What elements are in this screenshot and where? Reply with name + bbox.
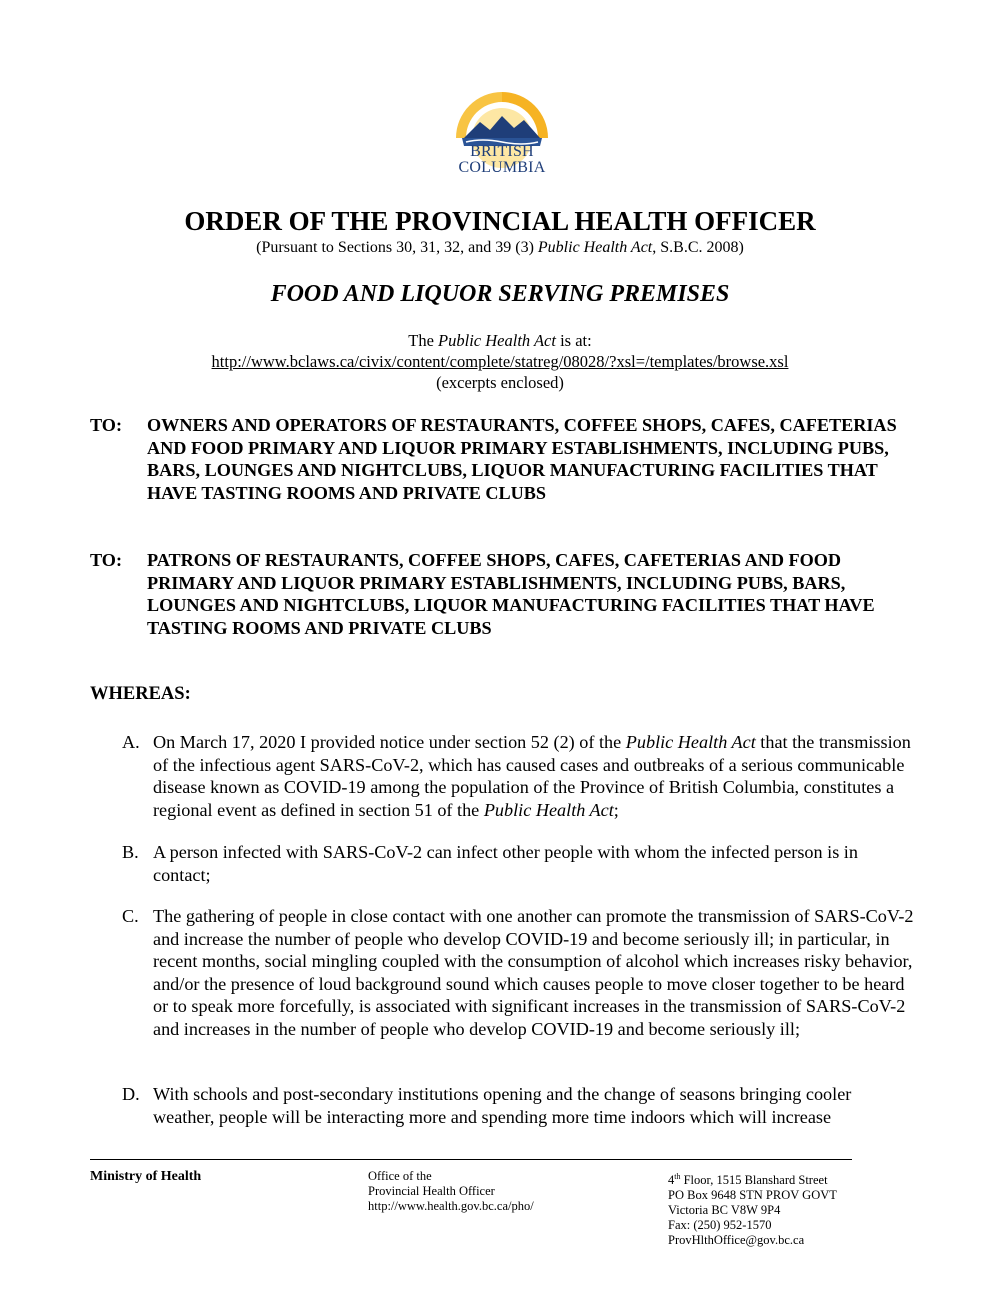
- act-url-line: [0, 352, 1000, 372]
- item-text: On March 17, 2020 I provided notice under section 52 (2) of the Public Health Act that the transmission of the infectious agent SARS-CoV-2, which has caused cases and outbreaks of a serious communicable disease known as COVID-19 among the population of the Province of British Columbia, constitutes a regional event as defined in section 51 of the Public Health Act;: [153, 732, 911, 820]
- mountains-icon: [464, 116, 540, 138]
- to-label: TO:: [90, 550, 123, 570]
- recipient-patrons: [90, 549, 920, 639]
- whereas-item-c: [122, 905, 917, 1041]
- item-letter: A.: [122, 732, 140, 752]
- footer-address: 4th Floor, 1515 Blanshard Street PO Box 9648 STN PROV GOVT Victoria BC V8W 9P4 Fax: (250) 952-1570 ProvHlthOffice@gov.bc.ca: [668, 1169, 837, 1248]
- logo-line-1: BRITISH: [470, 143, 534, 160]
- footer-ministry: Ministry of Health: [90, 1169, 202, 1184]
- act-reference: The Public Health Act is at:: [408, 331, 592, 350]
- item-text: A person infected with SARS-CoV-2 can infect other people with whom the infected person is in contact;: [153, 842, 858, 885]
- item-text: With schools and post-secondary institutions opening and the change of seasons bringing cooler weather, people will be interacting more and spending more time indoors which will increase: [153, 1084, 852, 1127]
- footer-office: Office of the Provincial Health Officer http://www.health.gov.bc.ca/pho/: [368, 1169, 534, 1213]
- recipient-owners: [90, 414, 920, 504]
- whereas-item-b: [122, 841, 917, 886]
- footer-divider: [90, 1159, 852, 1160]
- footer-office-link[interactable]: http://www.health.gov.bc.ca/pho/: [368, 1199, 534, 1213]
- act-url-link[interactable]: http://www.bclaws.ca/civix/content/complete/statreg/08028/?xsl=/templates/browse.xsl: [211, 352, 789, 371]
- footer-email-link[interactable]: ProvHlthOffice@gov.bc.ca: [668, 1233, 805, 1248]
- page-title: ORDER OF THE PROVINCIAL HEALTH OFFICER: [184, 206, 816, 236]
- item-letter: B.: [122, 842, 139, 862]
- subtitle: (Pursuant to Sections 30, 31, 32, and 39 (3) Public Health Act, S.B.C. 2008): [256, 239, 744, 256]
- excerpts-note: (excerpts enclosed): [436, 373, 564, 392]
- whereas-item-d: [122, 1083, 917, 1128]
- whereas-item-a: [122, 731, 917, 821]
- item-letter: C.: [122, 906, 139, 926]
- recipient-text: PATRONS OF RESTAURANTS, COFFEE SHOPS, CAFES, CAFETERIAS AND FOOD PRIMARY AND LIQUOR PRIMARY ESTABLISHMENTS, INCLUDING PUBS, BARS, LOUNGES AND NIGHTCLUBS, LIQUOR MANUFACTURING FACILITIES THAT HAVE TASTING ROOMS AND PRIVATE CLUBS: [147, 550, 875, 638]
- recipient-text: OWNERS AND OPERATORS OF RESTAURANTS, COFFEE SHOPS, CAFES, CAFETERIAS AND FOOD PRIMARY AND LIQUOR PRIMARY ESTABLISHMENTS, INCLUDING PUBS, BARS, LOUNGES AND NIGHTCLUBS, LIQUOR MANUFACTURING FACILITIES THAT HAVE TASTING ROOMS AND PRIVATE CLUBS: [147, 415, 897, 503]
- whereas-heading: WHEREAS:: [90, 684, 191, 704]
- logo-text: [440, 144, 564, 176]
- order-heading: FOOD AND LIQUOR SERVING PREMISES: [270, 281, 730, 307]
- footer-floor: 4th Floor, 1515 Blanshard Street: [668, 1172, 828, 1188]
- item-letter: D.: [122, 1084, 140, 1104]
- item-text: The gathering of people in close contact with one another can promote the transmission of SARS-CoV-2 and increase the number of people who develop COVID-19 and become seriously ill; in particular, in recent months, social mingling coupled with the consumption of alcohol which increases risky behavior, and/or the presence of loud background sound which causes people to move closer together to be heard or to speak more forcefully, is associated with significant increases in the transmission of SARS-CoV-2 and increases in the number of people who develop COVID-19 and become seriously ill;: [153, 906, 914, 1039]
- logo-line-2: COLUMBIA: [458, 159, 546, 176]
- to-label: TO:: [90, 415, 123, 435]
